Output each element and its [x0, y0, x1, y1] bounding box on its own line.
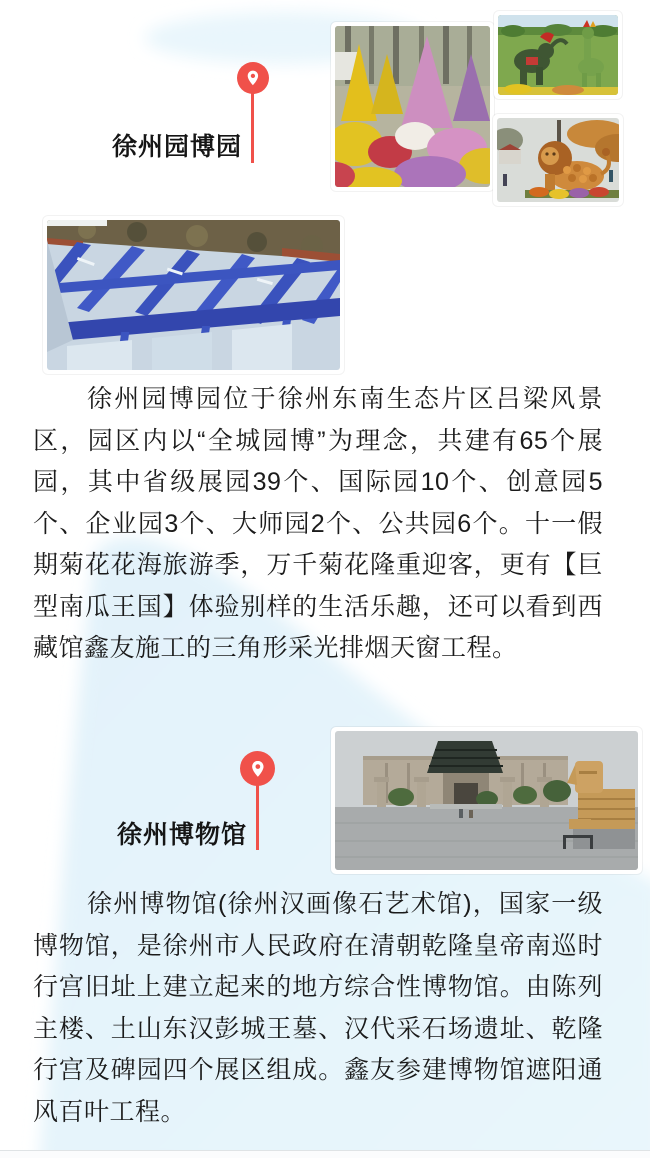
chrysanthemum-flower-sea-image	[335, 26, 490, 187]
topiary-elephant-image	[498, 15, 618, 95]
map-pin-glyph	[243, 68, 263, 88]
pin-stem-line-2	[256, 784, 259, 850]
photo-chrysanthemum-flower-sea[interactable]	[331, 22, 494, 191]
section-title-bowuguan: 徐州博物馆	[117, 821, 248, 849]
paragraph-yuanboyuan: 徐州园博园位于徐州东南生态片区吕梁风景区，园区内以“全城园博”为理念，共建有65个展园，其中省级展园39个、国际园10个、创意园5个、企业园3个、大师园2个、公共园6个。十一假期菊花花海旅游季，万千菊花隆重迎客，更有【巨型南瓜王国】体验别样的生活乐趣，还可以看到西藏馆鑫友施工的三角形采光排烟天窗工程。	[33, 385, 603, 662]
location-pin-icon	[237, 62, 269, 94]
section-title-yuanboyuan: 徐州园博园	[112, 133, 243, 161]
photo-pumpkin-lion[interactable]	[493, 114, 623, 206]
map-pin-glyph-2	[247, 758, 269, 780]
pin-stem-line	[251, 93, 254, 163]
blue-skylight-structure-image	[47, 220, 340, 370]
museum-with-sphinx-image	[335, 731, 638, 870]
paragraph-bowuguan: 徐州博物馆(徐州汉画像石艺术馆)，国家一级博物馆，是徐州市人民政府在清朝乾隆皇帝南巡时行宫旧址上建立起来的地方综合性博物馆。由陈列主楼、土山东汉彭城王墓、汉代采石场遗址、乾隆行宫及碑园四个展区组成。鑫友参建博物馆遮阳通风百叶工程。	[33, 890, 603, 1126]
photo-topiary-elephant[interactable]	[494, 11, 622, 99]
location-pin-icon-2	[240, 751, 275, 786]
photo-blue-skylight-structure[interactable]	[43, 216, 344, 374]
photo-museum-with-sphinx[interactable]	[331, 727, 642, 874]
bottom-gutter	[0, 1151, 650, 1158]
pumpkin-lion-image	[497, 118, 619, 202]
